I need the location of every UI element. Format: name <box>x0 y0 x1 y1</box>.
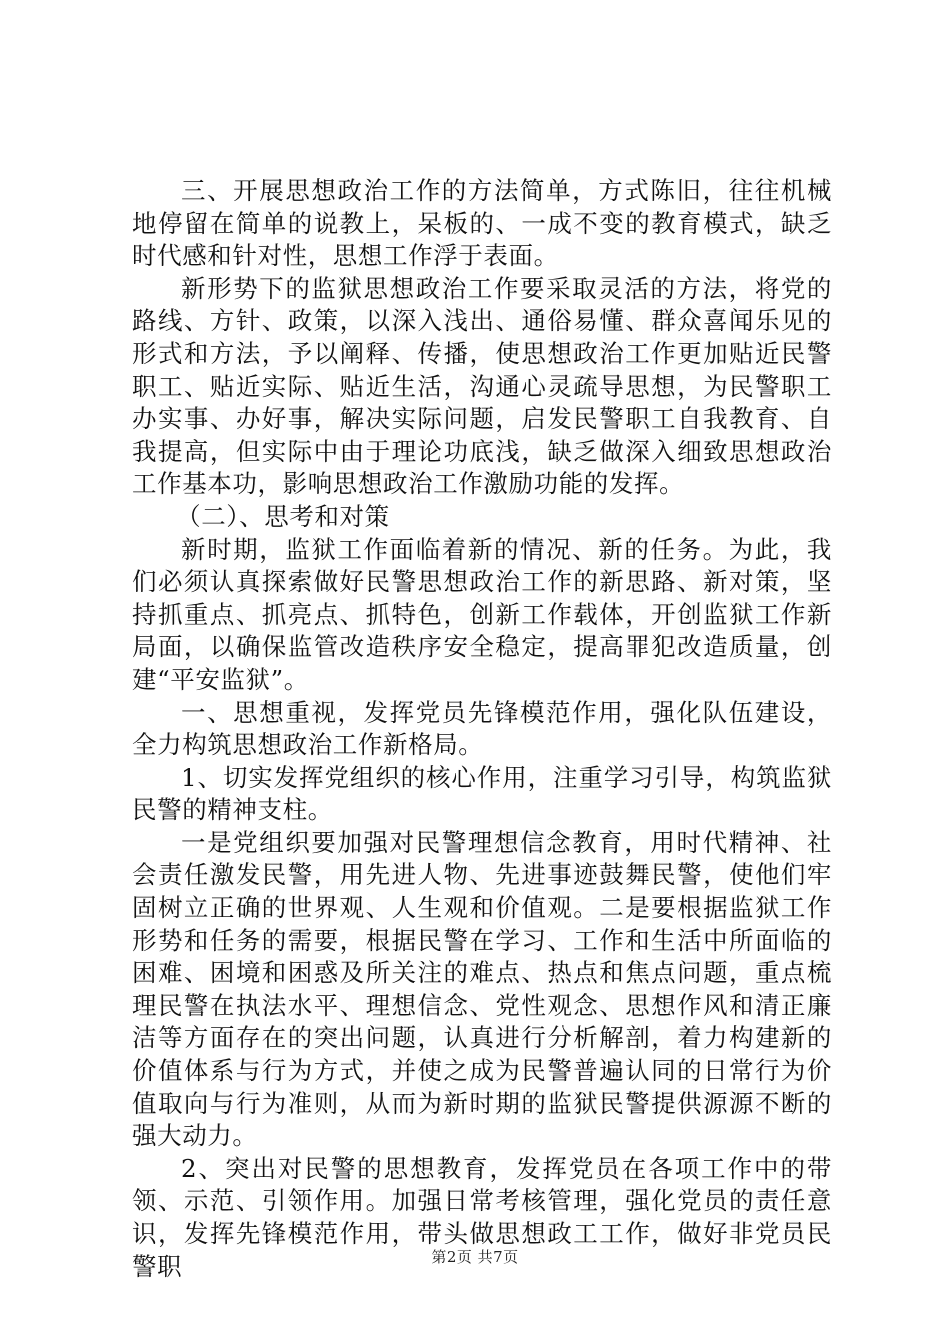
paragraph-point-one: 一、思想重视，发挥党员先锋模范作用，强化队伍建设，全力构筑思想政治工作新格局。 <box>132 697 832 760</box>
paragraph-education-detail: 一是党组织要加强对民警理想信念教育，用时代精神、社会责任激发民警，用先进人物、先进事迹鼓舞民警，使他们牢固树立正确的世界观、人生观和价值观。二是要根据监狱工作形势和任务的需要，根据民警在学习、工作和生活中所面临的困难、困境和困惑及所关注的难点、热点和焦点问题，重点梳理民警在执法水平、理想信念、党性观念、思想作风和清正廉洁等方面存在的突出问题，认真进行分析解剖，着力构建新的价值体系与行为方式，并使之成为民警普遍认同的日常行为价值取向与行为准则，从而为新时期的监狱民警提供源源不断的强大动力。 <box>132 827 832 1151</box>
document-body <box>132 175 832 1283</box>
section-heading-countermeasures: （二）、思考和对策 <box>176 501 390 531</box>
paragraph-item-2: 2、突出对民警的思想教育，发挥党员在各项工作中的带领、示范、引领作用。加强日常考核管理，强化党员的责任意识，发挥先锋模范作用，带头做思想政工工作，做好非党员民警职 <box>132 1153 832 1281</box>
paragraph-new-situation: 新形势下的监狱思想政治工作要采取灵活的方法，将党的路线、方针、政策，以深入浅出、通俗易懂、群众喜闻乐见的形式和方法，予以阐释、传播，使思想政治工作更加贴近民警职工、贴近实际、贴近生活，沟通心灵疏导思想，为民警职工办实事、办好事，解决实际问题，启发民警职工自我教育、自我提高，但实际中由于理论功底浅，缺乏做深入细致思想政治工作基本功，影响思想政治工作激励功能的发挥。 <box>132 273 832 499</box>
paragraph-item-1: 1、切实发挥党组织的核心作用，注重学习引导，构筑监狱民警的精神支柱。 <box>132 762 832 825</box>
paragraph-new-period: 新时期，监狱工作面临着新的情况、新的任务。为此，我们必须认真探索做好民警思想政治工作的新思路、新对策，坚持抓重点、抓亮点、抓特色，创新工作载体，开创监狱工作新局面，以确保监管改造秩序安全稳定，提高罪犯改造质量，创建“平安监狱”。 <box>132 534 832 694</box>
page-number-footer: 第2页 共7页 <box>431 1248 519 1266</box>
paragraph-method-problem: 三、开展思想政治工作的方法简单，方式陈旧，往往机械地停留在简单的说教上，呆板的、一成不变的教育模式，缺乏时代感和针对性，思想工作浮于表面。 <box>132 176 832 271</box>
